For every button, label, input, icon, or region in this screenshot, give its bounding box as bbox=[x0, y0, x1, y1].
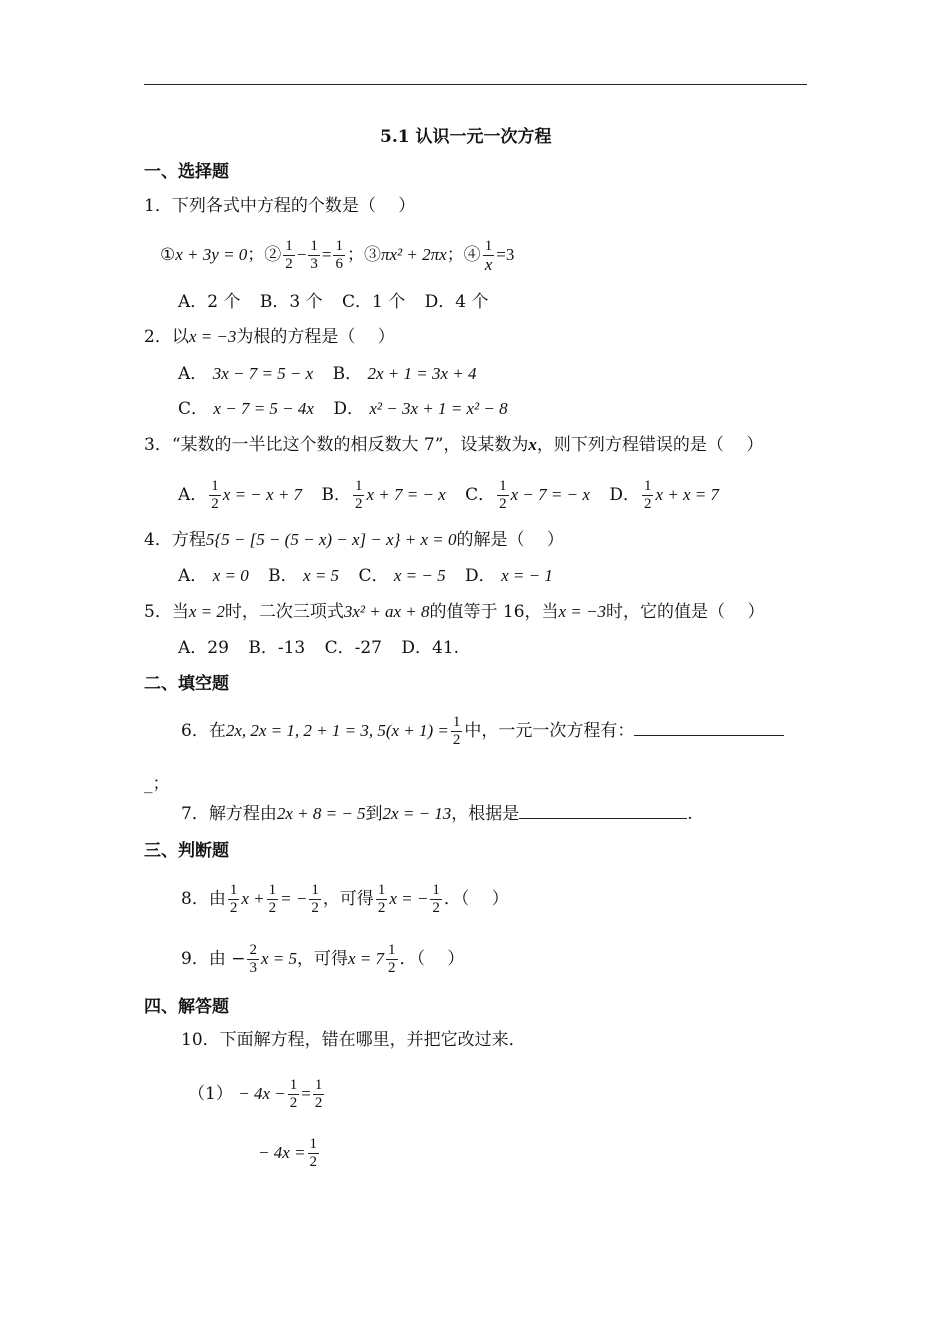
question-1-stem: 1．下列各式中方程的个数是（ ） bbox=[144, 196, 416, 216]
question-6-tail: _； bbox=[144, 774, 170, 794]
question-2-stem: 2．以x = −3为根的方程是（ ） bbox=[144, 327, 395, 347]
option-b: B．3 个 bbox=[259, 292, 323, 312]
answer-blank-6[interactable] bbox=[634, 719, 784, 736]
question-1-options bbox=[178, 290, 489, 314]
question-5-stem: 5．当x = 2时，二次三项式3x² + ax + 8的值等于 16，当x = −3时，它的值是（ ） bbox=[144, 602, 765, 622]
section-heading-fill: 二、填空题 bbox=[144, 674, 229, 694]
page-title: 5.1 认识一元一次方程 bbox=[380, 127, 552, 147]
section-heading-choice: 一、选择题 bbox=[144, 162, 229, 182]
question-7: 7．解方程由2x + 8 = − 5到2x = − 13，根据是 . bbox=[181, 804, 693, 824]
question-4-stem: 4．方程5{5 − [5 − (5 − x) − x] − x} + x = 0的解是（ ） bbox=[144, 530, 564, 550]
question-10-step-2: − 4x = $\frac{1}{2}$ bbox=[258, 1136, 317, 1170]
option-c: C．1 个 bbox=[342, 292, 406, 312]
option-a: A．2 个 bbox=[178, 292, 241, 312]
question-4-options: A． x = 0 B． x = 5 C． x = − 5 D． x = − 1 bbox=[178, 566, 553, 586]
question-8: 8．由 $\frac{1}{2}$ x + $\frac{1}{2}$ = − $\frac{1}{2}$ ，可得 $\frac{1}{2}$ x = − $\frac{1}{2}$ ．（ ） bbox=[181, 882, 509, 916]
question-2-options-cd: C． x − 7 = 5 − 4x D． x² − 3x + 1 = x² − 8 bbox=[178, 399, 508, 419]
question-6: 6．在2x, 2x = 1, 2 + 1 = 3, 5(x + 1) = $\frac{1}{2}$ 中，一元一次方程有： bbox=[181, 714, 784, 749]
question-3-options: A． $\frac{1}{2}$ x = − x + 7 B． $\frac{1}{2}$ x + 7 = − x C． $\frac{1}{2}$ x − 7 = − x D． $\frac{1}{2}$ x + x = 7 bbox=[178, 478, 719, 512]
question-10-stem: 10．下面解方程，错在哪里，并把它改过来． bbox=[181, 1030, 526, 1050]
question-10-step-1: （1） − 4x − $\frac{1}{2}$ = $\frac{1}{2}$ bbox=[188, 1077, 323, 1111]
question-9: 9．由 − $\frac{2}{3}$ x = 5，可得x = 7 $\frac{1}{2}$ ．（ ） bbox=[181, 942, 465, 976]
question-3-stem: 3．“某数的一半比这个数的相反数大 7”，设某数为x，则下列方程错误的是（ ） bbox=[144, 435, 764, 455]
section-heading-solve: 四、解答题 bbox=[144, 997, 229, 1017]
option-d: D．4 个 bbox=[424, 292, 489, 312]
question-5-options: A．29 B．-13 C．-27 D．41. bbox=[178, 638, 460, 658]
section-heading-judge: 三、判断题 bbox=[144, 841, 229, 861]
answer-blank-7[interactable] bbox=[519, 802, 687, 819]
question-2-options-ab: A． 3x − 7 = 5 − x B． 2x + 1 = 3x + 4 bbox=[178, 364, 477, 384]
question-1-items: ①x + 3y = 0；② $\frac{1}{2}$ − $\frac{1}{3}$ = $\frac{1}{6}$ ；③πx² + 2πx；④ $\frac{1}{x}$ =3 bbox=[160, 238, 515, 274]
header-rule bbox=[144, 84, 807, 85]
